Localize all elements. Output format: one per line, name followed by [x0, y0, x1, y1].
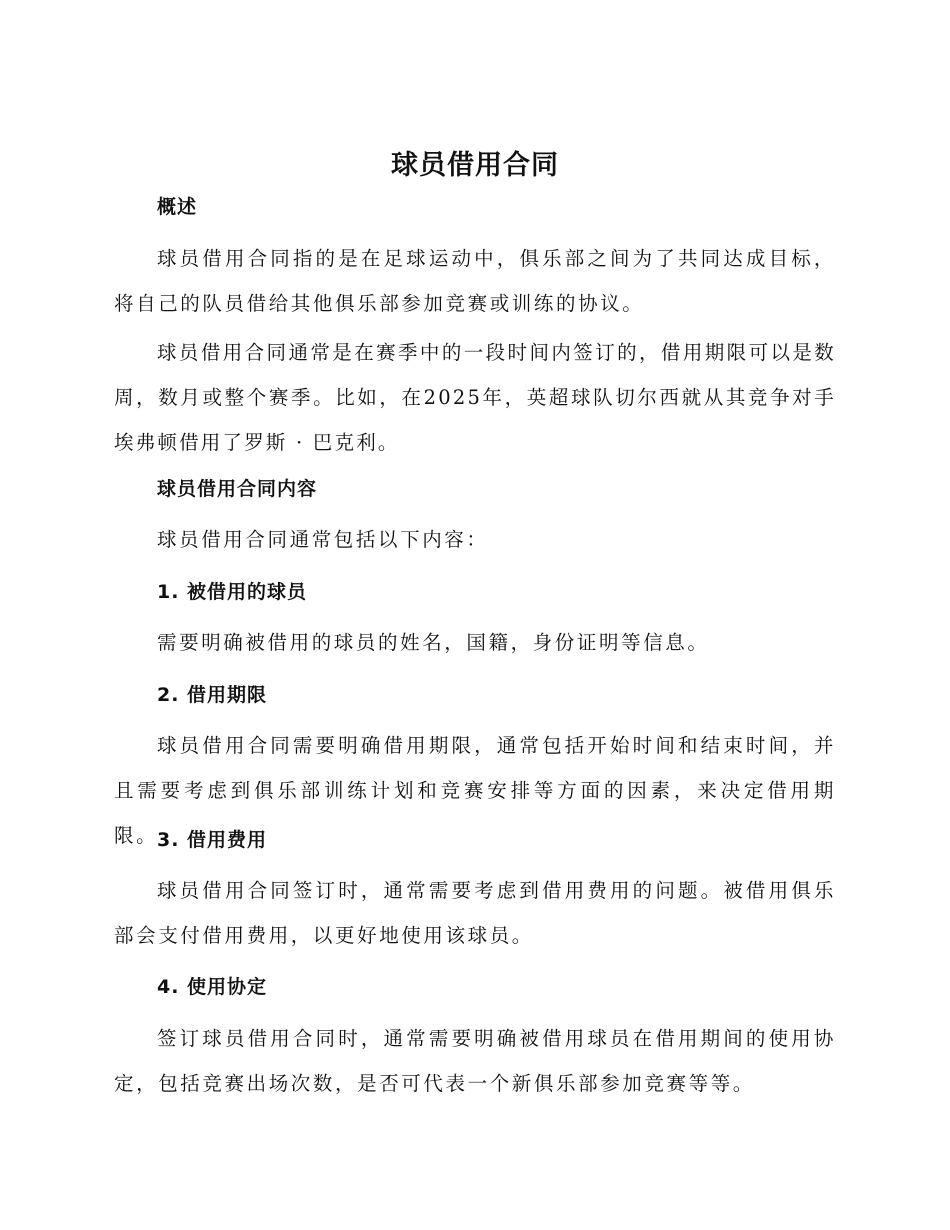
item-3-heading: 3. 借用费用 — [157, 829, 268, 851]
document-title: 球员借用合同 — [391, 150, 559, 181]
item-1-heading: 1. 被借用的球员 — [157, 581, 308, 603]
item-2-heading: 2. 借用期限 — [157, 684, 268, 706]
overview-paragraph-2: 球员借用合同通常是在赛季中的一段时间内签订的，借用期限可以是数周，数月或整个赛季。比如，在2025年，英超球队切尔西就从其竞争对手埃弗顿借用了罗斯 · 巴克利。 — [114, 341, 836, 454]
content-heading: 球员借用合同内容 — [157, 478, 318, 500]
overview-paragraph-1: 球员借用合同指的是在足球运动中，俱乐部之间为了共同达成目标，将自己的队员借给其他俱乐部参加竞赛或训练的协议。 — [114, 247, 836, 315]
item-4-text: 签订球员借用合同时，通常需要明确被借用球员在借用期间的使用协定，包括竞赛出场次数，是否可代表一个新俱乐部参加竞赛等等。 — [114, 1027, 836, 1095]
content-intro: 球员借用合同通常包括以下内容： — [157, 528, 489, 551]
item-3-text: 球员借用合同签订时，通常需要考虑到借用费用的问题。被借用俱乐部会支付借用费用，以更好地使用该球员。 — [114, 879, 836, 947]
item-2-text: 球员借用合同需要明确借用期限，通常包括开始时间和结束时间，并且需要考虑到俱乐部训练计划和竞赛安排等方面的因素，来决定借用期限。 — [114, 734, 836, 847]
item-1-text: 需要明确被借用的球员的姓名，国籍，身份证明等信息。 — [157, 631, 710, 654]
overview-heading: 概述 — [157, 196, 198, 218]
item-4-heading: 4. 使用协定 — [157, 976, 268, 998]
